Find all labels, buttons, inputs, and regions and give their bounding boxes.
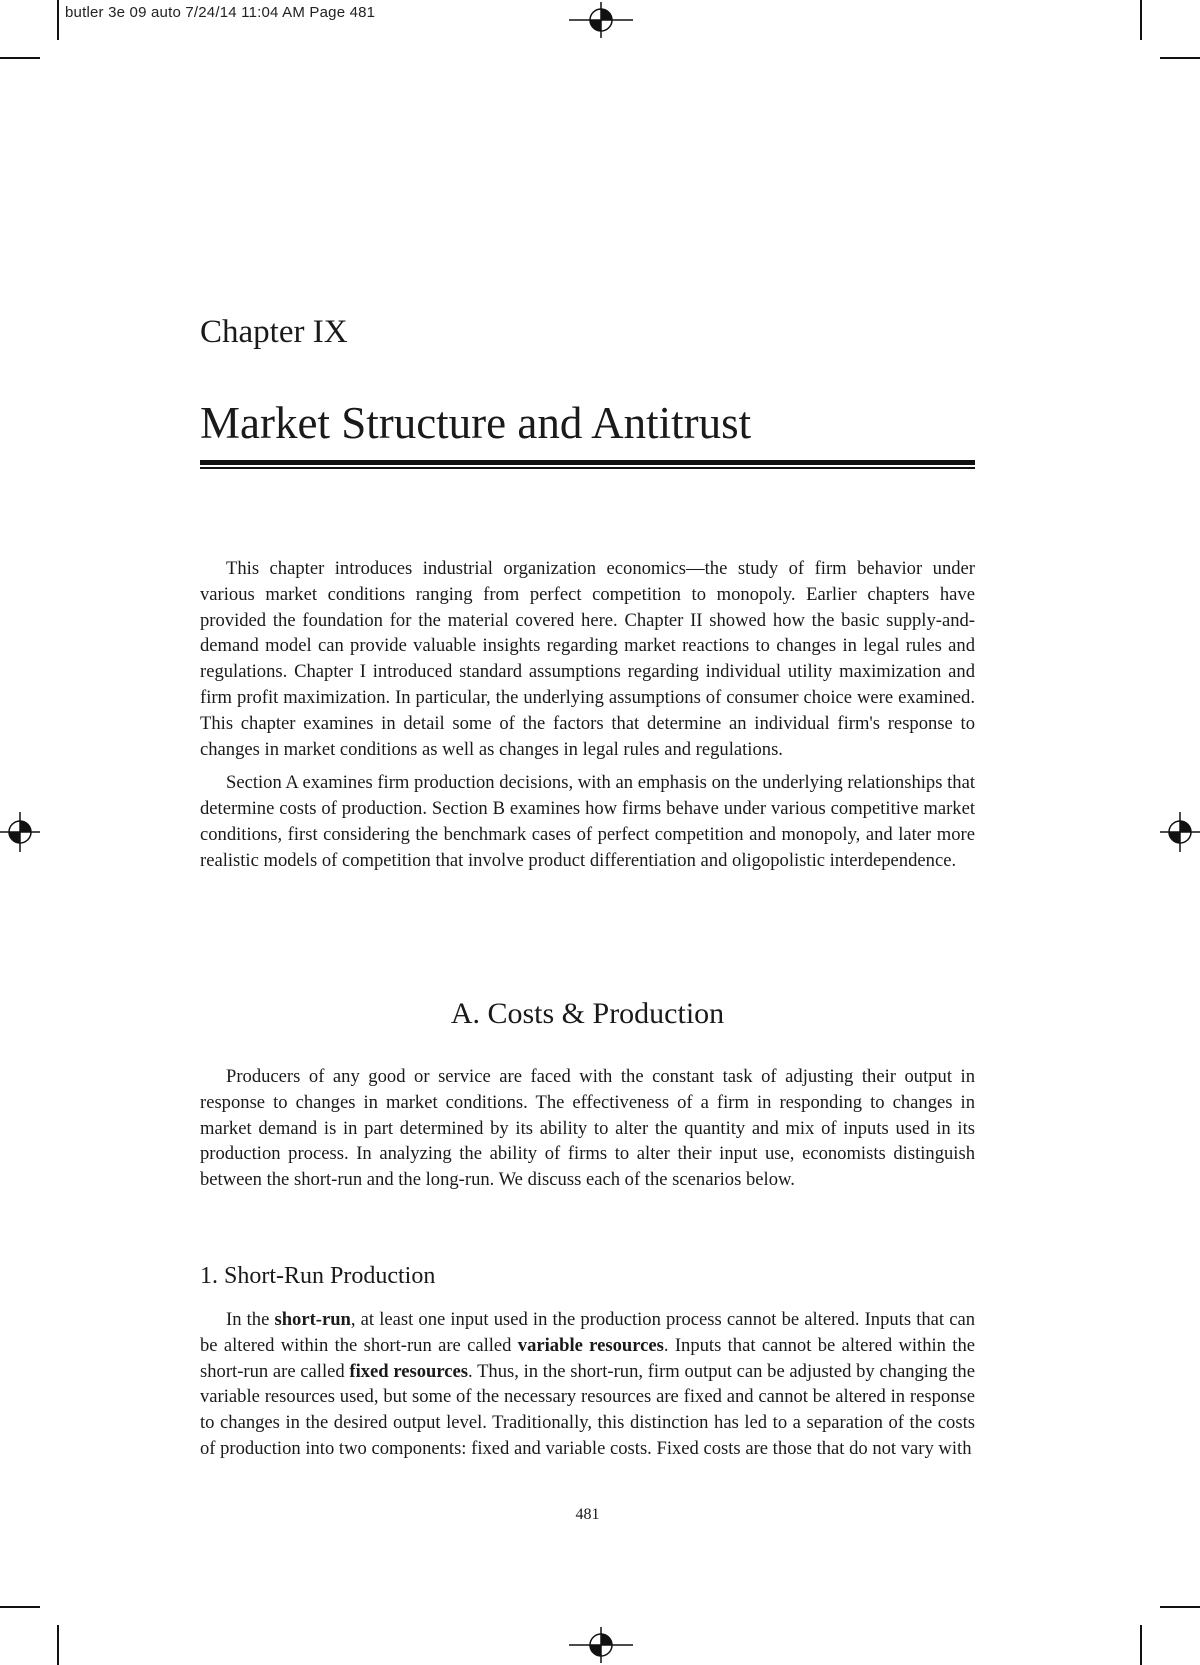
intro-paragraph-1: This chapter introduces industrial organization economics—the study of firm behavior under various market conditions ranging from perfect competition to monopoly. Earlier chapters have provided the foundation for the material covered here. Chapter II showed how the basic supply-and-demand model can provide valuable insights regarding market reactions to changes in legal rules and regulations. Chapter I introduced standard assumptions regarding individual utility maximization and firm profit maximization. In particular, the underlying assumptions of consumer choice were examined. This chapter examines in detail some of the factors that determine an individual firm's response to changes in market conditions as well as changes in legal rules and regulations. [200, 558, 975, 760]
registration-mark-left-icon [0, 812, 40, 852]
crop-mark-top-left-vertical [57, 0, 59, 40]
short-run-paragraph [200, 1307, 975, 1462]
crop-mark-top-left-horizontal [0, 57, 40, 59]
intro-section [200, 556, 975, 874]
short-run-text-c: . Thus, in the short-run, firm output can be adjusted by changing the variable resources used, but some of the necessary resources are fixed and cannot be altered in response to changes in the desired output level. Traditionally, this distinction has led to a separation of the costs of production into two components: fixed and variable costs. Fixed costs are those that do not vary with [200, 1360, 975, 1459]
keyword-variable-resources: variable resources [517, 1334, 664, 1356]
crop-mark-bottom-left-horizontal [0, 1606, 40, 1608]
section-a-paragraph: Producers of any good or service are faced with the constant task of adjusting their output in response to changes in market conditions. The effectiveness of a firm in responding to changes in market demand is in part determined by its ability to alter the quantity and mix of inputs used in its production process. In analyzing the ability of firms to alter their input use, economists distinguish between the short-run and the long-run. We discuss each of the scenarios below. [200, 1066, 975, 1191]
short-run-text-a: , at least one input used in the production process cannot be altered. Inputs that can be altered within the short-run are called [200, 1309, 975, 1356]
title-rule-thin [200, 467, 975, 469]
short-run-heading: 1. Short-Run Production [200, 1263, 436, 1289]
crop-mark-bottom-left-vertical [57, 1625, 59, 1665]
crop-mark-top-right-vertical [1140, 0, 1142, 40]
section-a-heading: A. Costs & Production [450, 997, 725, 1030]
short-run-text-start: In the [226, 1309, 275, 1330]
section-a-body [200, 1064, 975, 1193]
crop-mark-top-right-horizontal [1160, 57, 1200, 59]
registration-mark-right-icon [1160, 812, 1200, 852]
short-run-body [200, 1307, 975, 1462]
page-number: 481 [575, 1506, 600, 1523]
printer-slug: butler 3e 09 auto 7/24/14 11:04 AM Page 481 [65, 4, 376, 21]
chapter-label: Chapter IX [200, 314, 348, 350]
intro-paragraph-2: Section A examines firm production decisions, with an emphasis on the underlying relationships that determine costs of production. Section B examines how firms behave under various competitive market conditions, first considering the benchmark cases of perfect competition and monopoly, and later more realistic models of competition that involve product differentiation and oligopolistic interdependence. [200, 772, 975, 871]
keyword-fixed-resources: fixed resources [349, 1360, 469, 1382]
registration-mark-bottom-icon [569, 1625, 633, 1665]
registration-mark-top-icon [569, 0, 633, 40]
keyword-short-run: short-run [274, 1309, 351, 1330]
short-run-text-b: . Inputs that cannot be altered within the short-run are called [200, 1334, 976, 1382]
crop-mark-bottom-right-vertical [1140, 1625, 1142, 1665]
crop-mark-bottom-right-horizontal [1160, 1606, 1200, 1608]
chapter-title: Market Structure and Antitrust [200, 398, 752, 448]
title-rule-thick [200, 460, 975, 465]
